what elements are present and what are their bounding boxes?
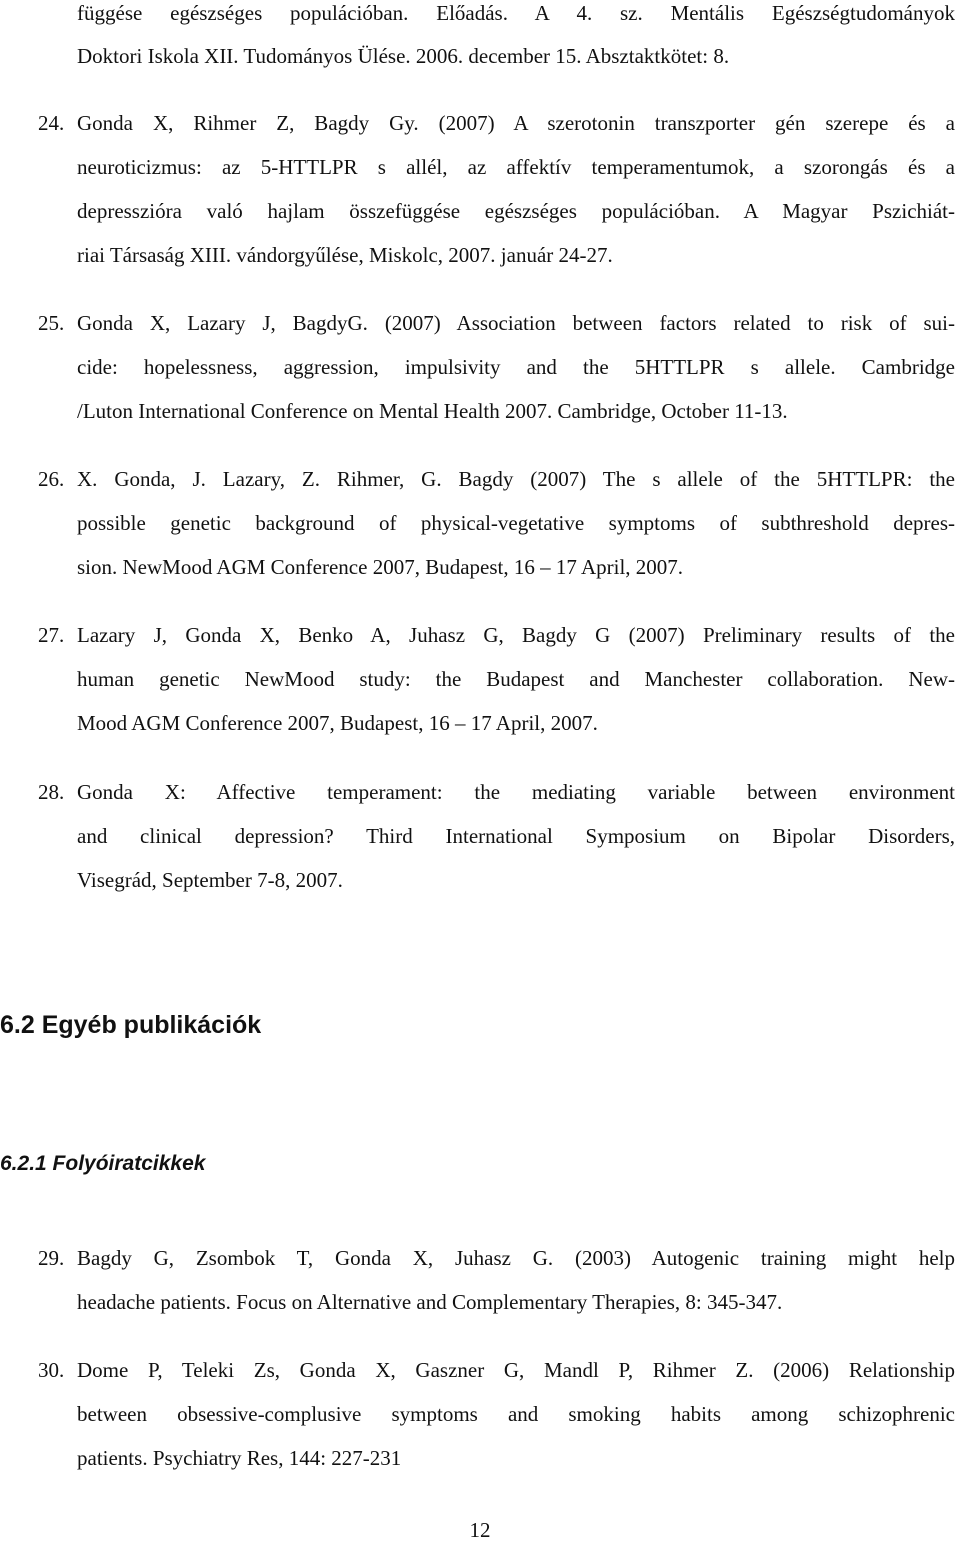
reference-number: 28. bbox=[38, 780, 65, 804]
reference-line: X. Gonda, J. Lazary, Z. Rihmer, G. Bagdy (2007) The s allele of the 5HTTLPR: the bbox=[77, 467, 955, 491]
reference-line: headache patients. Focus on Alternative and Complementary Therapies, 8: 345-347. bbox=[77, 1290, 783, 1314]
reference-line: Gonda X, Lazary J, BagdyG. (2007) Association between factors related to risk of sui- bbox=[77, 311, 955, 335]
reference-line: Gonda X: Affective temperament: the mediating variable between environment bbox=[77, 780, 955, 804]
reference-line: Lazary J, Gonda X, Benko A, Juhasz G, Bagdy G (2007) Preliminary results of the bbox=[77, 623, 955, 647]
subsection-heading: 6.2.1 Folyóiratcikkek bbox=[0, 1152, 206, 1175]
reference-line: and clinical depression? Third International Symposium on Bipolar Disorders, bbox=[77, 824, 955, 848]
reference-number: 24. bbox=[38, 111, 65, 135]
reference-line: Visegrád, September 7-8, 2007. bbox=[77, 868, 343, 892]
reference-line: depresszióra való hajlam összefüggése egészséges populációban. A Magyar Pszichiát- bbox=[77, 199, 955, 223]
continuation-line-1: függése egészséges populációban. Előadás. A 4. sz. Mentális Egészségtudományok bbox=[77, 1, 955, 25]
reference-line: /Luton International Conference on Mental Health 2007. Cambridge, October 11-13. bbox=[77, 399, 788, 423]
reference-number: 25. bbox=[38, 311, 65, 335]
reference-line: neuroticizmus: az 5-HTTLPR s allél, az affektív temperamentumok, a szorongás és a bbox=[77, 155, 955, 179]
reference-line: between obsessive-complusive symptoms and smoking habits among schizophrenic bbox=[77, 1402, 955, 1426]
continuation-line-2: Doktori Iskola XII. Tudományos Ülése. 2006. december 15. Absztaktkötet: 8. bbox=[77, 44, 730, 68]
reference-number: 27. bbox=[38, 623, 65, 647]
reference-line: possible genetic background of physical-vegetative symptoms of subthreshold depres- bbox=[77, 511, 955, 535]
section-heading: 6.2 Egyéb publikációk bbox=[0, 1011, 262, 1039]
reference-number: 30. bbox=[38, 1358, 65, 1382]
reference-line: Dome P, Teleki Zs, Gonda X, Gaszner G, Mandl P, Rihmer Z. (2006) Relationship bbox=[77, 1358, 955, 1382]
reference-line: cide: hopelessness, aggression, impulsivity and the 5HTTLPR s allele. Cambridge bbox=[77, 355, 955, 379]
reference-number: 26. bbox=[38, 467, 65, 491]
page-number: 12 bbox=[469, 1518, 491, 1542]
reference-line: Mood AGM Conference 2007, Budapest, 16 – 17 April, 2007. bbox=[77, 711, 598, 735]
reference-line: riai Társaság XIII. vándorgyűlése, Miskolc, 2007. január 24-27. bbox=[77, 243, 613, 267]
reference-line: human genetic NewMood study: the Budapest and Manchester collaboration. New- bbox=[77, 667, 955, 691]
reference-line: Bagdy G, Zsombok T, Gonda X, Juhasz G. (2003) Autogenic training might help bbox=[77, 1246, 955, 1270]
reference-number: 29. bbox=[38, 1246, 65, 1270]
reference-line: sion. NewMood AGM Conference 2007, Budapest, 16 – 17 April, 2007. bbox=[77, 555, 684, 579]
reference-line: Gonda X, Rihmer Z, Bagdy Gy. (2007) A szerotonin transzporter gén szerepe és a bbox=[77, 111, 955, 135]
reference-line: patients. Psychiatry Res, 144: 227-231 bbox=[77, 1446, 402, 1470]
